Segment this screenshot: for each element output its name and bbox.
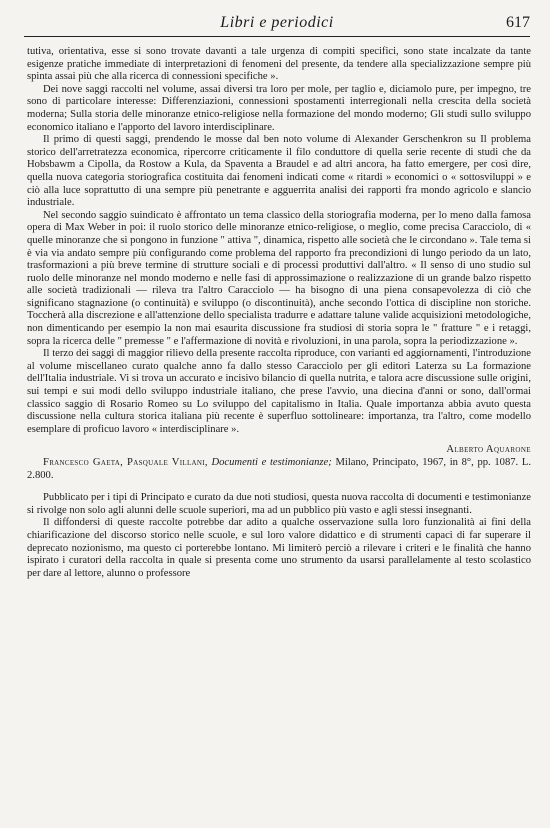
paragraph-continued: tutiva, orientativa, esse si sono trovate davanti a tale urgenza di compiti specifici, sono state incalzate da tante esigenze pratiche immediate di interpretazioni di fenomeni del presente, da tendere alla specializzazione sempre più spinta assai più che alla ricerca di connessioni specifiche ».: [27, 46, 531, 83]
review-paragraph-criteria: Il diffondersi di queste raccolte potrebbe dar adito a qualche osservazione sulla loro funzionalità ai fini della chiarificazione del discorso storico nelle scuole, e sul loro valore didattico e di strumenti capaci di far superare il deprecato nozionismo, ma questo ci porterebbe lontano. Mi limiterò perciò a rilevare i criteri e le finalità che hanno ispirato i curatori della raccolta in quale si presenta come uno strumento da usarsi parallelamente al testo scolastico per dare al lettore, alunno o professore: [27, 517, 531, 579]
running-head: Libri e periodici: [220, 14, 334, 31]
review-signature: Alberto Aquarone: [446, 444, 531, 456]
bibliographic-entry: [27, 457, 531, 482]
biblio-title: Documenti e testimonianze;: [211, 457, 332, 468]
page-header: [24, 14, 530, 37]
review-paragraph-intro: Pubblicato per i tipi di Principato e curato da due noti studiosi, questa nuova raccolta di documenti e testimonianze si rivolge non solo agli alunni delle scuole superiori, ma ad un pubblico più vasto e agli stessi insegnanti.: [27, 492, 531, 516]
page-number: 617: [506, 14, 530, 31]
paragraph-second-essay: Nel secondo saggio suindicato è affrontato un tema classico della storiografia moderna, per lo meno dalla famosa opera di Max Weber in poi: il ruolo storico delle minoranze etnico-religiose, o meglio, come precisa Caracciolo, di « quelle minoranze che si pongono in funzione " attiva ", dinamica, rispetto alle società che le circondano ». Tale tema si è via via andato sempre più configurando come problema del rapporto fra precondizioni di lungo periodo da un lato, trasformazioni a più breve termine di strutture sociali e di processi produttivi dall'altro. « Il senso di uno studio sul ruolo delle minoranze nel mondo moderno e nelle fasi di approssimazione o realizzazione di un grande balzo rispetto alle società tradizionali — rileva tra l'altro Caracciolo — ha bisogno di una piena consapevolezza di ciò che significano stagnazione (o continuità) e sviluppo (o discontinuità), anche secondo l'ottica di discipline non storiche. Toccherà alla discrezione e all'attenzione dello specialista tradurre e adattare talune valide acquisizioni metodologiche, non dimenticando per esempio la non mai esaurita discussione fra studiosi di storia sopra le " fratture " e i retaggi, sopra la ricerca delle " premesse " e l'affermazione di novità e rivoluzioni, in una parola, sopra la periodizzazione ».: [27, 209, 531, 347]
article-body: [27, 46, 531, 580]
biblio-authors: Francesco Gaeta, Pasquale Villani,: [43, 457, 208, 468]
paragraph-first-essay: Il primo di questi saggi, prendendo le mosse dal ben noto volume di Alexander Gerschenkron su Il problema storico dell'arretratezza economica, ripercorre criticamente il filo conduttore di quella serie recente di studi che da Hobsbawm a Cipolla, da Rostow a Kula, da Spaventa a Braudel e ad altri ancora, ha fatto emergere, per così dire, quella nuova categoria storiografica costituita dai fenomeni indicati come « ritardi » economici o « sottosviluppi » e ciò alla luce soprattutto di una sempre più penetrante e agguerrita analisi dei rapporti fra mondo agricolo e slancio industriale.: [27, 134, 531, 209]
biblio-details: Milano, Principato, 1967, in 8°, pp. 1087. L. 2.800.: [27, 457, 531, 481]
spacer: [27, 482, 531, 492]
paragraph-third-essay: Il terzo dei saggi di maggior rilievo della presente raccolta riproduce, con varianti ed aggiornamenti, l'introduzione al volume miscellaneo curato qualche anno fa dallo stesso Caracciolo per gli editori Laterza su La formazione dell'Italia industriale. Vi si trova un accurato e incisivo bilancio di quella nutrita, e talora acre discussione sulle origini, sui tempi e sui modi dello sviluppo industriale italiano, che prese l'avvio, una diecina d'anni or sono, dall'ormai classico saggio di Rosario Romeo su Lo sviluppo del capitalismo in Italia. Quale importanza abbia avuto questa discussione nella cultura storica italiana più recente è superfluo sottolineare: importanza, tra l'altro, come modello esemplare di proficuo lavoro « interdisciplinare ».: [27, 348, 531, 435]
paragraph-essays: Dei nove saggi raccolti nel volume, assai diversi tra loro per mole, per taglio e, diciamolo pure, per impegno, tre sono di particolare interesse: Differenziazioni, connessioni spostamenti interregionali nella crescita della società moderna; Sulla storia delle minoranze etnico-religiose nella formazione del mondo moderno; Gli studi sullo sviluppo economico italiano e l'apporto del lavoro interdisciplinare.: [27, 83, 531, 133]
